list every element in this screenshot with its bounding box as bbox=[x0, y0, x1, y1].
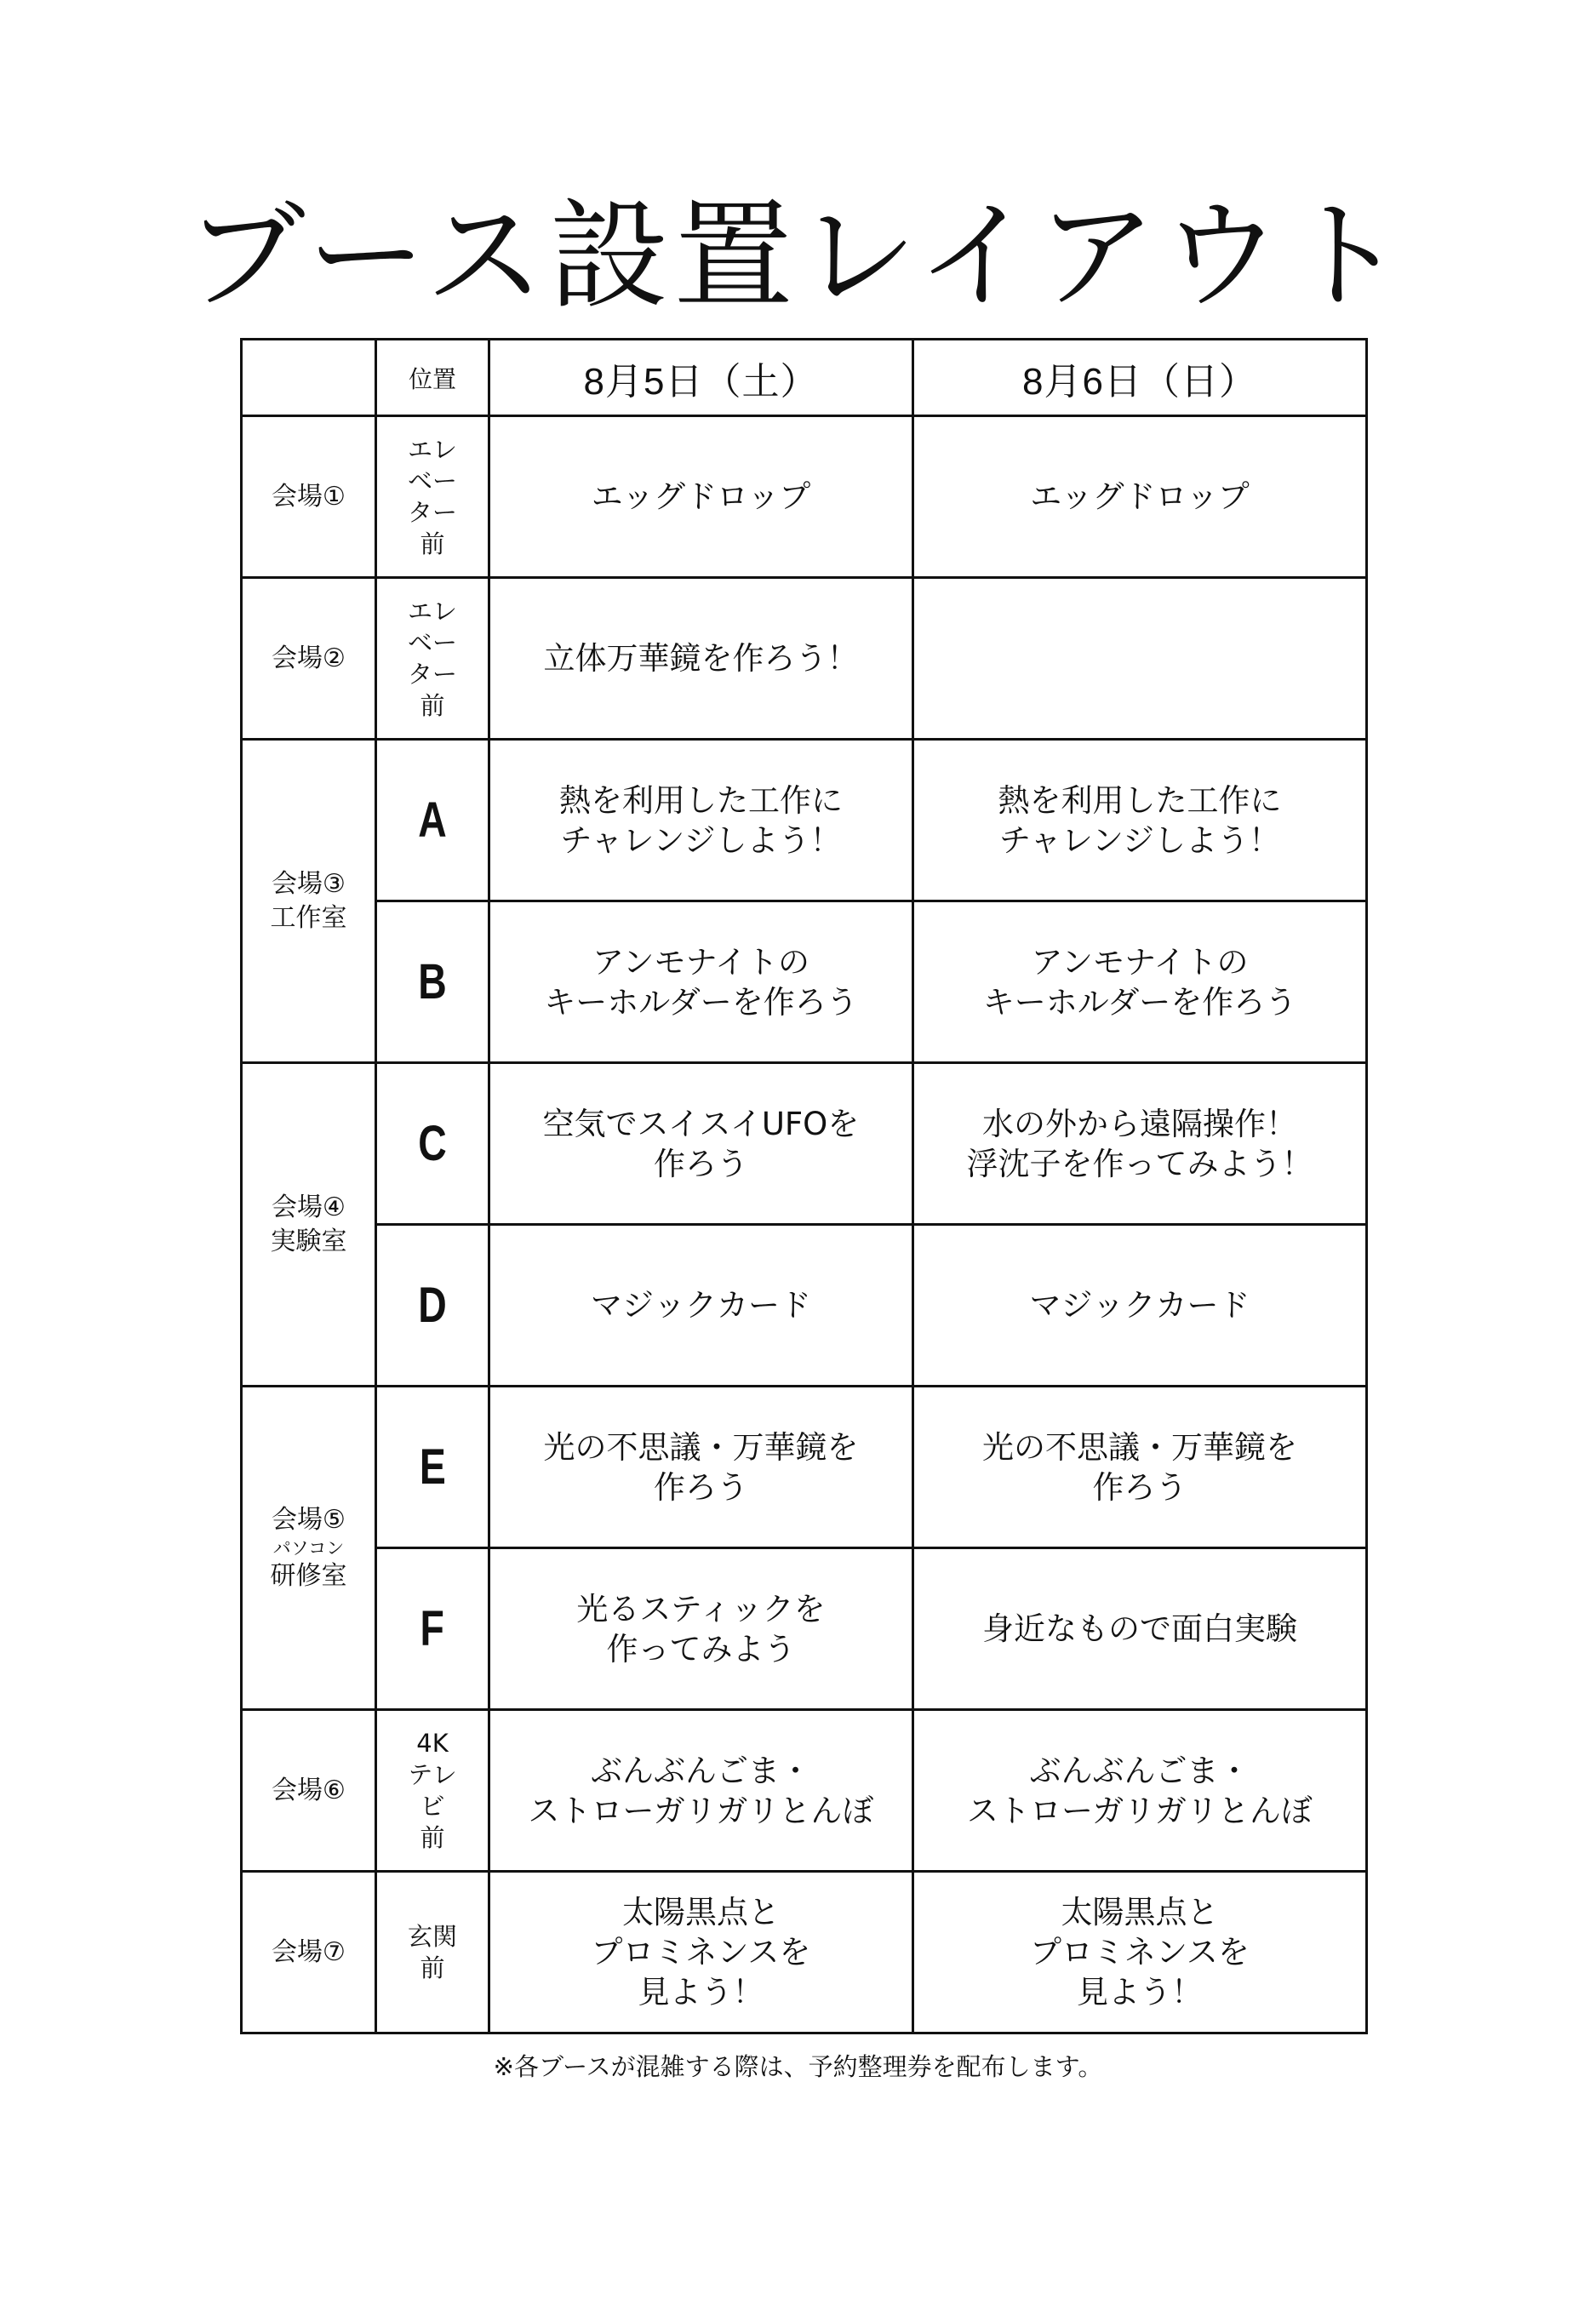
booth-text-line: キーホルダーを作ろう bbox=[982, 983, 1297, 1021]
position-cell bbox=[376, 1063, 489, 1225]
position-cell bbox=[376, 1225, 489, 1387]
booth-text-line: 太陽黒点と bbox=[622, 1894, 780, 1930]
venue-label: 会場④ bbox=[272, 1192, 346, 1222]
venue-cell bbox=[242, 578, 376, 740]
position-text-line: 玄関 bbox=[407, 1921, 457, 1951]
booth-text-line: 立体万華鏡を作ろう！ bbox=[543, 640, 859, 677]
venue-room-prefix: パソコン bbox=[272, 1537, 345, 1559]
booth-cell-day2 bbox=[913, 1387, 1367, 1548]
booth-text-line: マジックカード bbox=[1029, 1287, 1250, 1324]
header-position: 位置 bbox=[376, 340, 489, 416]
booth-cell-day2 bbox=[913, 901, 1367, 1063]
position-text-line: テレ bbox=[408, 1759, 457, 1789]
position-cell bbox=[376, 740, 489, 901]
booth-text-line: アンモナイトの bbox=[1031, 943, 1249, 981]
venue-label: 会場⑥ bbox=[272, 1775, 346, 1805]
booth-cell-day2 bbox=[913, 416, 1367, 578]
booth-text-line: プロミネンスを bbox=[591, 1934, 811, 1970]
booth-text-line: 水の外から遠隔操作！ bbox=[982, 1105, 1297, 1142]
booth-cell-day2 bbox=[913, 1225, 1367, 1387]
booth-text-line: 見よう！ bbox=[1077, 1974, 1203, 2010]
table-row bbox=[242, 1548, 1367, 1710]
booth-cell-day1 bbox=[489, 1225, 913, 1387]
booth-text-line: 光るスティックを bbox=[576, 1590, 826, 1627]
booth-cell-day1 bbox=[489, 1872, 913, 2033]
header-corner-cell bbox=[242, 340, 376, 416]
booth-cell-day2 bbox=[913, 1872, 1367, 2033]
position-text-line: 前 bbox=[420, 690, 445, 720]
booth-cell-day2-empty bbox=[913, 578, 1367, 740]
position-text-line: 前 bbox=[420, 1953, 445, 1982]
booth-cell-day1 bbox=[489, 1063, 913, 1225]
booth-text-line: マジックカード bbox=[591, 1287, 811, 1324]
position-text-line: 前 bbox=[420, 529, 445, 558]
table-row bbox=[242, 1063, 1367, 1225]
table-header-row bbox=[242, 340, 1367, 416]
venue-room: 研修室 bbox=[270, 1560, 347, 1591]
table-row bbox=[242, 416, 1367, 578]
booth-cell-day1 bbox=[489, 1710, 913, 1872]
footnote: ※各ブースが混雑する際は、予約整理券を配布します。 bbox=[493, 2052, 1103, 2081]
position-text-line: ター bbox=[407, 659, 457, 689]
booth-text-line: 浮沈子を作ってみよう！ bbox=[966, 1145, 1313, 1182]
booth-cell-day2 bbox=[913, 1063, 1367, 1225]
venue-room: 実験室 bbox=[270, 1226, 347, 1256]
venue-cell bbox=[242, 1872, 376, 2033]
booth-text-line: アンモナイトの bbox=[592, 943, 809, 981]
position-cell bbox=[376, 1710, 489, 1872]
booth-cell-day1 bbox=[489, 901, 913, 1063]
position-text-line: エレ bbox=[407, 596, 457, 626]
booth-text-line: 作ろう bbox=[654, 1468, 748, 1506]
booth-text-line: 作ってみよう bbox=[606, 1630, 796, 1667]
booth-text-line: 太陽黒点と bbox=[1061, 1894, 1219, 1930]
position-text-line: ビ bbox=[420, 1791, 445, 1821]
booth-layout-table bbox=[240, 338, 1368, 2034]
booth-text-line: チャレンジしよう！ bbox=[560, 821, 842, 859]
venue-room: 工作室 bbox=[270, 902, 347, 933]
position-cell bbox=[376, 416, 489, 578]
booth-text-line: エッグドロップ bbox=[591, 478, 811, 515]
booth-text-line: 作ろう bbox=[1092, 1468, 1187, 1506]
venue-cell bbox=[242, 740, 376, 1063]
table-row bbox=[242, 901, 1367, 1063]
position-cell bbox=[376, 1387, 489, 1548]
booth-text-line: 熱を利用した工作に bbox=[998, 781, 1282, 819]
booth-text-line: 身近なもので面白実験 bbox=[982, 1610, 1297, 1647]
booth-cell-day2 bbox=[913, 1548, 1367, 1710]
booth-text-line: 空気でスイスイUFOを bbox=[542, 1105, 860, 1142]
booth-text-line: エッグドロップ bbox=[1030, 478, 1250, 515]
position-text-line: ター bbox=[407, 497, 457, 527]
header-day1: 8月5日（土） bbox=[489, 340, 913, 416]
table-row bbox=[242, 1387, 1367, 1548]
table-row bbox=[242, 1225, 1367, 1387]
position-letter: A bbox=[418, 792, 447, 848]
table-row bbox=[242, 1872, 1367, 2033]
booth-cell-day1 bbox=[489, 1387, 913, 1548]
venue-cell bbox=[242, 1387, 376, 1710]
venue-cell bbox=[242, 416, 376, 578]
booth-text-line: ストローガリガリとんぼ bbox=[967, 1792, 1313, 1829]
position-text-line: 4K bbox=[416, 1728, 449, 1758]
booth-text-line: 見よう！ bbox=[638, 1974, 764, 2010]
booth-text-line: ぶんぶんごま・ bbox=[591, 1752, 811, 1789]
position-letter: D bbox=[418, 1278, 447, 1333]
position-text-line: 前 bbox=[420, 1822, 445, 1852]
booth-text-line: プロミネンスを bbox=[1030, 1934, 1250, 1970]
booth-text-line: 作ろう bbox=[654, 1145, 748, 1182]
position-letter: B bbox=[418, 954, 447, 1010]
venue-label: 会場① bbox=[272, 481, 346, 512]
header-day2: 8月6日（日） bbox=[913, 340, 1367, 416]
booth-cell-day2 bbox=[913, 1710, 1367, 1872]
page-title: ブース設置レイアウト bbox=[186, 187, 1410, 326]
position-letter: C bbox=[418, 1116, 447, 1171]
venue-label: 会場⑦ bbox=[272, 1936, 346, 1967]
booth-text-line: ぶんぶんごま・ bbox=[1029, 1752, 1250, 1789]
booth-cell-day1 bbox=[489, 1548, 913, 1710]
booth-cell-day1 bbox=[489, 740, 913, 901]
booth-text-line: ストローガリガリとんぼ bbox=[528, 1792, 874, 1829]
booth-text-line: チャレンジしよう！ bbox=[998, 821, 1281, 859]
position-cell bbox=[376, 578, 489, 740]
venue-label: 会場⑤ bbox=[272, 1504, 346, 1535]
venue-label: 会場② bbox=[272, 643, 346, 673]
position-text-line: ベー bbox=[407, 627, 457, 657]
position-text-line: ベー bbox=[407, 466, 457, 495]
position-cell bbox=[376, 1872, 489, 2033]
table-row bbox=[242, 578, 1367, 740]
venue-label: 会場③ bbox=[272, 868, 346, 899]
booth-cell-day2 bbox=[913, 740, 1367, 901]
position-cell bbox=[376, 1548, 489, 1710]
position-cell bbox=[376, 901, 489, 1063]
booth-text-line: キーホルダーを作ろう bbox=[544, 983, 858, 1021]
booth-cell-day1 bbox=[489, 416, 913, 578]
booth-text-line: 熱を利用した工作に bbox=[559, 781, 843, 819]
venue-cell bbox=[242, 1063, 376, 1387]
position-letter: E bbox=[419, 1439, 446, 1495]
booth-text-line: 光の不思議・万華鏡を bbox=[543, 1428, 859, 1466]
booth-text-line: 光の不思議・万華鏡を bbox=[982, 1428, 1297, 1466]
booth-cell-day1 bbox=[489, 578, 913, 740]
table-row bbox=[242, 1710, 1367, 1872]
position-text-line: エレ bbox=[407, 434, 457, 464]
venue-cell bbox=[242, 1710, 376, 1872]
position-letter: F bbox=[420, 1601, 445, 1656]
table-row bbox=[242, 740, 1367, 901]
